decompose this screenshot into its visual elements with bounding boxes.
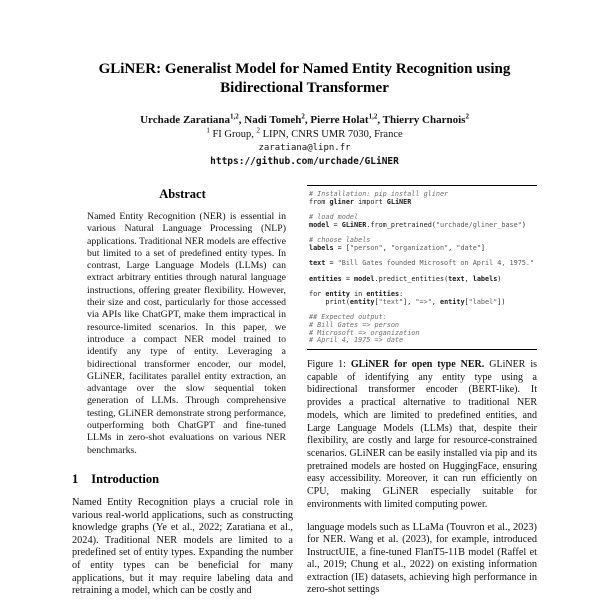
code-line: # April 4, 1975 => date — [309, 336, 404, 345]
author-affiliation-marker: 2 — [301, 112, 305, 121]
right-column-paragraph: language models such as LLaMa (Touvron et al., 2023) for NER. Wang et al. (2023), for example, introduced InstructUIE, a fine-tuned FlanT5-11B model (Raffel et al., 2019; Chung et al., 2022) on existing information extraction (IE) datasets, achieving high performance in zero-shot settings — [307, 521, 537, 596]
affiliation-line: $^1$ FI Group, $^2$ LIPN, CNRS UMR 7030, France — [206, 126, 403, 140]
paper-title-line1: GLiNER: Generalist Model for Named Entity Recognition using — [98, 61, 511, 77]
author-affiliation-marker: 1,2 — [230, 112, 239, 121]
code-line: model = GLiNER.from_pretrained("urchade/gliner_base") — [309, 220, 526, 229]
code-line: labels = ["person", "organization", "date"] — [309, 243, 486, 252]
abstract-text: Named Entity Recognition (NER) is essential in various Natural Language Processing (NLP) applications. Traditional NER models are effective but limited to a set of predefined entity types. In contrast, Large Language Models (LLMs) can extract arbitrary entities through natural language instructions, offering greater flexibility. However, their size and cost, particularly for those accessed via APIs like ChatGPT, make them impractical in resource-limited scenarios. In this paper, we introduce a compact NER model trained to identify any type of entity. Leveraging a bidirectional transformer encoder, our model, GLiNER, facilitates parallel entity extraction, an advantage over the slow sequential token generation of LLMs. Through comprehensive testing, GLiNER demonstrate strong performance, outperforming both ChatGPT and fine-tuned LLMs in zero-shot evaluations on various NER benchmarks. — [87, 211, 286, 456]
code-line: ## Expected output: — [309, 313, 387, 322]
section-number: 1 — [72, 471, 79, 486]
code-line: print(entity["text"], "=>", entity["label"]) — [309, 297, 506, 306]
two-column-body — [72, 185, 537, 598]
paper-title — [72, 60, 537, 98]
github-repo-link[interactable]: https://github.com/urchade/GLiNER — [210, 156, 399, 167]
code-line: # load model — [309, 213, 359, 222]
left-column — [72, 185, 293, 598]
code-line: from gliner import GLiNER — [309, 197, 412, 206]
section-title: Introduction — [91, 471, 160, 486]
code-line: # Bill Gates => person — [309, 320, 400, 329]
author-affiliation-marker: 1,2 — [368, 112, 378, 121]
abstract-heading: Abstract — [159, 187, 206, 201]
code-line: text = "Bill Gates founded Microsoft on April 4, 1975." — [309, 259, 535, 268]
section-heading-introduction — [72, 472, 293, 487]
code-line: # Microsoft => organization — [309, 328, 420, 337]
author-affiliation-marker: 2 — [465, 112, 469, 121]
figure1-caption: Figure 1: GLiNER for open type NER. GLiNER is capable of identifying any entity type using a bidirectional transformer encoder (BERT-like). It provides a practical alternative to traditional NER models, which are limited to predefined entities, and Large Language Models (LLMs) that, despite their flexibility, are costly and large for resource-constrained scenarios. GLiNER can be easily installed via pip and its pretrained models are hosted on HuggingFace, ensuring easy accessibility. Moreover, it can run efficiently on CPU, making GLiNER especially suitable for environments with limited computing power. — [307, 359, 538, 510]
code-line: for entity in entities: — [309, 290, 404, 299]
paper-title-line2: Bidirectional Transformer — [220, 80, 389, 96]
author-name: Pierre Holat — [310, 114, 369, 126]
author-name: Urchade Zaratiana — [140, 114, 230, 126]
code-line: # choose labels — [309, 236, 371, 245]
author-line: Urchade Zaratiana$^{1,2}$, Nadi Tomeh$^2$, Pierre Holat$^{1,2}$, Thierry Charnois$^2$ — [140, 112, 469, 126]
code-line: # Installation: pip install gliner — [309, 190, 449, 198]
figure1-code-listing — [307, 185, 537, 350]
code-line: entities = model.predict_entities(text, labels) — [309, 274, 502, 283]
title-block — [72, 60, 537, 168]
introduction-paragraph: Named Entity Recognition plays a crucial role in various real-world applications, such as constructing knowledge graphs (Ye et al., 2022; Zaratiana et al., 2024). Traditional NER models are limited to a predefined set of entity types. Expanding the number of entity types can be beneficial for many applications, but it may require labeling data and retraining a model, which can be costly and — [72, 496, 293, 597]
author-name: Thierry Charnois — [382, 114, 466, 126]
author-name: Nadi Tomeh — [244, 114, 302, 126]
email-address[interactable]: zaratiana@lipn.fr — [258, 143, 351, 153]
right-column — [307, 185, 537, 598]
